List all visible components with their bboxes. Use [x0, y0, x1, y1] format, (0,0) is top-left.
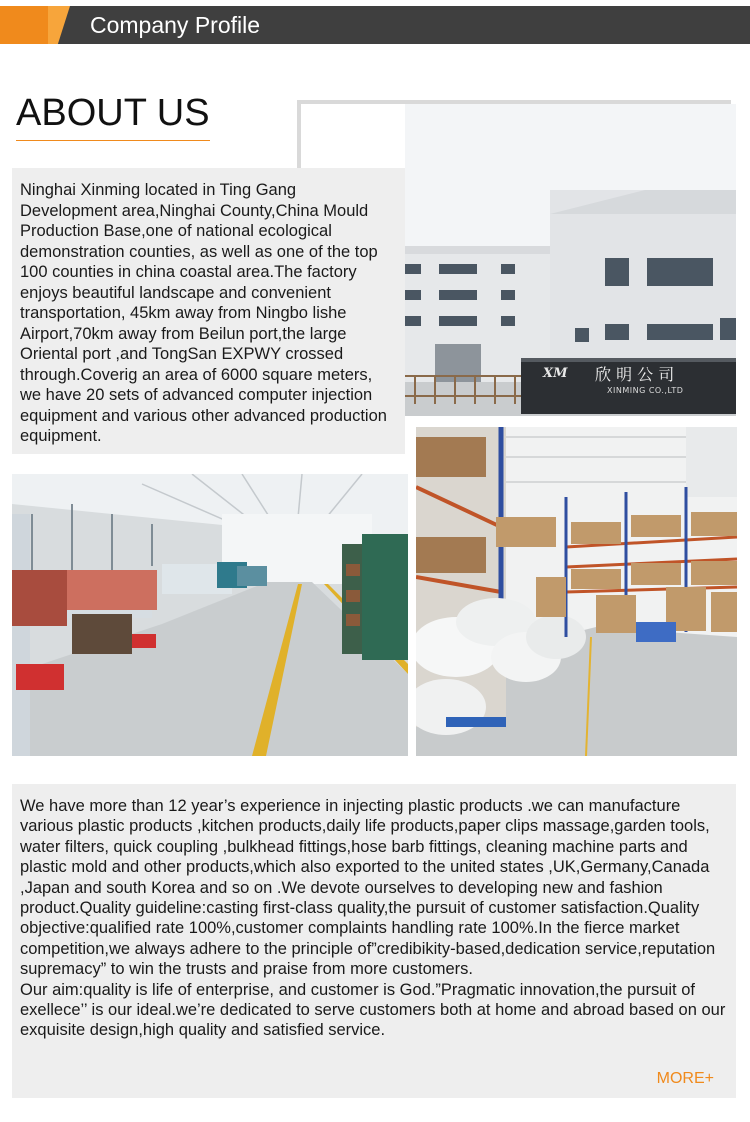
aim-paragraph: Our aim:quality is life of enterprise, and customer is God.”Pragmatic innovation,the pursuit of exellece’’ is our ideal.we’re dedicated to serve customers both at home and abroad based on our exquisite design,high quality and satisfied service.: [20, 980, 726, 1040]
section-title: Company Profile: [90, 12, 261, 38]
injection-workshop-photo: [12, 474, 408, 756]
company-building-photo: [405, 104, 736, 416]
sign-english-text: XINMING CO.,LTD: [607, 386, 684, 395]
header-accent-stripe: [48, 6, 70, 44]
warehouse-photo: [416, 427, 737, 756]
header-accent: [0, 6, 48, 44]
sign-chinese-text: 欣 明 公 司: [595, 365, 675, 384]
heading-underline: [16, 140, 210, 141]
decorative-frame-line: [297, 100, 301, 168]
intro-text-box: [12, 168, 405, 454]
about-us-heading: ABOUT US: [16, 92, 210, 134]
more-link[interactable]: MORE+: [656, 1070, 714, 1087]
sign-logo: XM: [543, 366, 568, 381]
section-header-bar: [0, 6, 750, 44]
experience-paragraph: We have more than 12 year’s experience in injecting plastic products .we can manufacture various plastic products ,kitchen products,daily life products,paper clips massage,garden tools, water filters, quick coupling ,bulkhead fittings,hose barb fittings, cleaning machine parts and plastic mold and other products,which also exported to the united states ,UK,Germany,Canada ,Japan and south Korea and so on .We devote ourselves to developing new and fashion product.Quality guideline:casting first-class quality,the pursuit of customer satisfaction.Quality objective:qualified rate 100%,customer complaints handling rate 100%.In the fierce market competition,we always adhere to the principle of”credibikity-based,dedication service,reputation supremacy” to win the trusts and praise from more customers.: [20, 797, 716, 979]
experience-text-box: [12, 784, 736, 1098]
intro-paragraph: Ninghai Xinming located in Ting Gang Development area,Ninghai County,China Mould Production Base,one of national ecological demonstration counties, as well as one of the top 100 counties in china coastal area.The factory enjoys beautiful landscape and convenient transportation, 45km away from Ningbo lishe Airport,70km away from Beilun port,the large Oriental port ,and TongSan EXPWY crossed through.Coverig an area of 6000 square meters, we have 20 sets of advanced computer injection equipment and various other advanced production equipment.: [20, 181, 387, 445]
